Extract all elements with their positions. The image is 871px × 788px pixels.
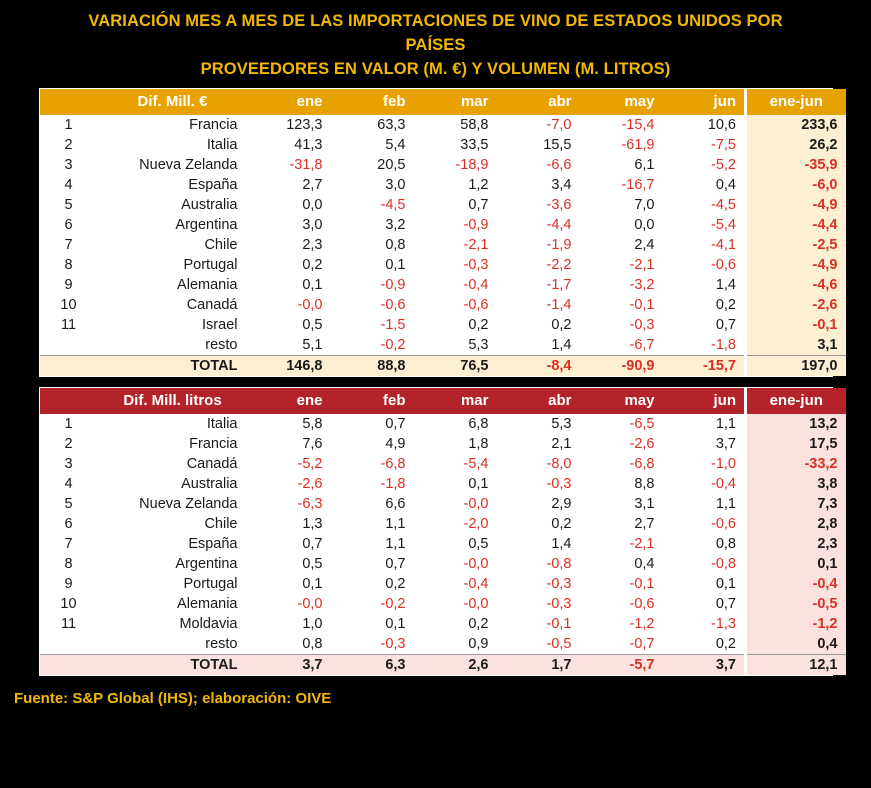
cell-ene: 5,1: [302, 336, 323, 353]
cell-may: -2,6: [629, 435, 655, 452]
cell-feb: -0,3: [380, 635, 406, 652]
volume-table-header: [40, 388, 846, 414]
cell-may: 2,4: [634, 236, 655, 253]
row-country: Italia: [206, 415, 238, 432]
table-row: [40, 275, 846, 295]
row-rank: 2: [64, 136, 73, 153]
cell-feb: -0,6: [380, 296, 406, 313]
cell-may: -16,7: [621, 176, 655, 193]
cell-ene: 3,0: [302, 216, 323, 233]
cell-feb: 63,3: [377, 116, 406, 133]
cell-ene: 3,7: [248, 654, 331, 675]
volume-table: [40, 388, 846, 675]
cell-abr: 1,7: [497, 654, 580, 675]
cell-may: -90,9: [580, 355, 663, 376]
cell-jun: 3,7: [663, 654, 746, 675]
cell-mar: -2,0: [463, 515, 489, 532]
cell-jun: -7,5: [711, 136, 736, 153]
table-row: [40, 534, 846, 554]
table-row: [40, 634, 846, 655]
cell-jun: -5,4: [711, 216, 736, 233]
row-country: España: [188, 176, 238, 193]
cell-mar: 1,2: [468, 176, 489, 193]
row-rank: [40, 355, 98, 376]
page-title-line1: VARIACIÓN MES A MES DE LAS IMPORTACIONES DE VINO DE ESTADOS UNIDOS POR PAÍSES: [88, 12, 783, 54]
cell-jun: -0,6: [711, 515, 736, 532]
row-country: Israel: [202, 316, 238, 333]
cell-mar: 0,9: [468, 635, 489, 652]
table-total-row: [40, 355, 846, 376]
table-row: [40, 295, 846, 315]
cell-jun: 0,4: [715, 176, 736, 193]
cell-total: -35,9: [746, 155, 846, 175]
col-rank: [40, 388, 98, 414]
cell-abr: -8,0: [546, 455, 572, 472]
cell-ene: -0,0: [297, 595, 323, 612]
cell-total: 3,8: [746, 474, 846, 494]
col-may: may: [580, 89, 663, 115]
cell-ene: 2,7: [302, 176, 323, 193]
cell-ene: 2,3: [302, 236, 323, 253]
cell-may: -0,3: [629, 316, 655, 333]
cell-total: -4,6: [746, 275, 846, 295]
cell-mar: -0,6: [463, 296, 489, 313]
volume-table-container: [39, 387, 838, 676]
cell-mar: 1,8: [468, 435, 489, 452]
cell-ene: 0,5: [302, 316, 323, 333]
cell-ene: 5,8: [302, 415, 323, 432]
row-country: Canadá: [186, 296, 238, 313]
row-country: Chile: [204, 515, 238, 532]
cell-total: 2,8: [746, 514, 846, 534]
row-country: Italia: [206, 136, 238, 153]
cell-mar: 76,5: [414, 355, 497, 376]
cell-total: 3,1: [746, 335, 846, 356]
cell-may: -2,1: [629, 256, 655, 273]
row-rank: 6: [64, 515, 73, 532]
cell-mar: -0,4: [463, 575, 489, 592]
row-rank: [40, 634, 98, 655]
cell-feb: 4,9: [385, 435, 406, 452]
cell-jun: 1,1: [715, 415, 736, 432]
row-rank: 11: [60, 615, 77, 632]
cell-feb: 0,1: [385, 256, 406, 273]
cell-ene: 0,0: [302, 196, 323, 213]
row-country: Francia: [189, 116, 238, 133]
cell-may: -6,7: [629, 336, 655, 353]
cell-mar: 0,5: [468, 535, 489, 552]
row-rank: 9: [64, 276, 73, 293]
cell-may: -5,7: [580, 654, 663, 675]
cell-mar: -0,0: [463, 495, 489, 512]
col-ene-jun: ene-jun: [746, 89, 846, 115]
cell-may: 8,8: [634, 475, 655, 492]
cell-total: 197,0: [746, 355, 846, 376]
cell-abr: -1,4: [546, 296, 572, 313]
col-rank: [40, 89, 98, 115]
cell-abr: -1,7: [546, 276, 572, 293]
table-row: [40, 255, 846, 275]
cell-mar: 5,3: [468, 336, 489, 353]
cell-total: -1,2: [746, 614, 846, 634]
cell-jun: -0,4: [711, 475, 736, 492]
cell-may: -6,8: [629, 455, 655, 472]
row-rank: 5: [64, 495, 73, 512]
table-row: [40, 614, 846, 634]
row-country: Alemania: [177, 276, 238, 293]
cell-total: -0,5: [746, 594, 846, 614]
table-row: [40, 215, 846, 235]
cell-total: -0,4: [746, 574, 846, 594]
cell-jun: 0,2: [715, 635, 736, 652]
cell-abr: -0,3: [546, 575, 572, 592]
cell-abr: 5,3: [551, 415, 572, 432]
row-rank: 3: [64, 455, 73, 472]
cell-jun: 0,7: [715, 595, 736, 612]
cell-abr: -0,3: [546, 475, 572, 492]
cell-ene: 7,6: [302, 435, 323, 452]
table-row: [40, 135, 846, 155]
col-mar: mar: [414, 89, 497, 115]
cell-total: 0,4: [746, 634, 846, 655]
cell-abr: 3,4: [551, 176, 572, 193]
row-rank: 9: [64, 575, 73, 592]
col-ene: ene: [248, 388, 331, 414]
cell-ene: 1,3: [302, 515, 323, 532]
cell-abr: -2,2: [546, 256, 572, 273]
cell-jun: 1,1: [715, 495, 736, 512]
cell-abr: 0,2: [551, 316, 572, 333]
cell-ene: 0,1: [302, 575, 323, 592]
table-row: [40, 594, 846, 614]
row-rank: 2: [64, 435, 73, 452]
volume-table-body: [40, 414, 846, 675]
row-rank: 4: [64, 475, 73, 492]
table-row: [40, 315, 846, 335]
cell-feb: 88,8: [331, 355, 414, 376]
row-country: resto: [205, 635, 238, 652]
cell-may: 3,1: [634, 495, 655, 512]
cell-abr: -3,6: [546, 196, 572, 213]
cell-ene: -0,0: [297, 296, 323, 313]
cell-feb: 0,1: [385, 615, 406, 632]
cell-mar: 0,7: [468, 196, 489, 213]
cell-may: -3,2: [629, 276, 655, 293]
cell-abr: -6,6: [546, 156, 572, 173]
cell-feb: 0,2: [385, 575, 406, 592]
table-total-row: [40, 654, 846, 675]
row-country: España: [188, 535, 238, 552]
cell-jun: -5,2: [711, 156, 736, 173]
col-feb: feb: [331, 89, 414, 115]
row-country: Nueva Zelanda: [139, 156, 238, 173]
cell-may: -15,4: [621, 116, 655, 133]
cell-jun: 0,2: [715, 296, 736, 313]
cell-ene: -2,6: [297, 475, 323, 492]
cell-feb: -6,8: [380, 455, 406, 472]
cell-mar: -0,4: [463, 276, 489, 293]
cell-abr: -7,0: [546, 116, 572, 133]
cell-mar: 33,5: [460, 136, 489, 153]
cell-feb: 3,0: [385, 176, 406, 193]
cell-may: -61,9: [621, 136, 655, 153]
cell-total: 12,1: [746, 654, 846, 675]
cell-abr: -1,9: [546, 236, 572, 253]
cell-abr: -8,4: [497, 355, 580, 376]
cell-ene: 41,3: [294, 136, 323, 153]
cell-jun: 0,7: [715, 316, 736, 333]
cell-mar: 0,2: [468, 316, 489, 333]
row-country: Portugal: [183, 256, 238, 273]
cell-abr: -0,5: [546, 635, 572, 652]
cell-ene: -31,8: [289, 156, 323, 173]
row-country: resto: [205, 336, 238, 353]
cell-total: 26,2: [746, 135, 846, 155]
cell-total: -2,5: [746, 235, 846, 255]
value-table-container: [39, 88, 838, 377]
row-country: Alemania: [177, 595, 238, 612]
cell-mar: -18,9: [455, 156, 489, 173]
cell-feb: -0,2: [380, 336, 406, 353]
table-row: [40, 335, 846, 356]
cell-ene: 146,8: [248, 355, 331, 376]
table-row: [40, 494, 846, 514]
cell-total: -33,2: [746, 454, 846, 474]
col-title: Dif. Mill. €: [98, 89, 248, 115]
cell-feb: 1,1: [385, 515, 406, 532]
cell-abr: -0,3: [546, 595, 572, 612]
cell-jun: -0,6: [711, 256, 736, 273]
cell-may: -6,5: [629, 415, 655, 432]
row-rank: 7: [64, 236, 73, 253]
cell-feb: 3,2: [385, 216, 406, 233]
cell-feb: 0,8: [385, 236, 406, 253]
cell-abr: -0,1: [546, 615, 572, 632]
row-country: Canadá: [186, 455, 238, 472]
cell-mar: 58,8: [460, 116, 489, 133]
row-rank: 1: [64, 415, 73, 432]
table-row: [40, 155, 846, 175]
row-country: Argentina: [175, 555, 238, 572]
row-rank: 8: [64, 256, 73, 273]
cell-jun: 0,1: [715, 575, 736, 592]
cell-ene: -6,3: [297, 495, 323, 512]
row-country: TOTAL: [98, 654, 248, 675]
cell-feb: -1,5: [380, 316, 406, 333]
row-country: Portugal: [183, 575, 238, 592]
cell-feb: -1,8: [380, 475, 406, 492]
table-row: [40, 514, 846, 534]
cell-jun: -1,0: [711, 455, 736, 472]
source-note: Fuente: S&P Global (IHS); elaboración: OIVE: [14, 689, 332, 707]
cell-may: -0,6: [629, 595, 655, 612]
col-ene: ene: [248, 89, 331, 115]
table-row: [40, 195, 846, 215]
cell-may: 0,0: [634, 216, 655, 233]
cell-jun: 1,4: [715, 276, 736, 293]
cell-abr: 1,4: [551, 336, 572, 353]
row-rank: 7: [64, 535, 73, 552]
row-country: Francia: [189, 435, 238, 452]
row-rank: 11: [60, 316, 77, 333]
cell-ene: 0,8: [302, 635, 323, 652]
cell-total: 0,1: [746, 554, 846, 574]
cell-jun: 10,6: [707, 116, 736, 133]
cell-total: -4,9: [746, 255, 846, 275]
table-row: [40, 115, 846, 135]
cell-ene: 0,5: [302, 555, 323, 572]
cell-mar: -2,1: [463, 236, 489, 253]
cell-abr: 2,1: [551, 435, 572, 452]
cell-mar: -0,9: [463, 216, 489, 233]
cell-may: 2,7: [634, 515, 655, 532]
row-rank: 4: [64, 176, 73, 193]
cell-abr: 1,4: [551, 535, 572, 552]
cell-may: -2,1: [629, 535, 655, 552]
cell-abr: 0,2: [551, 515, 572, 532]
cell-jun: 3,7: [715, 435, 736, 452]
table-row: [40, 414, 846, 434]
cell-feb: 0,7: [385, 415, 406, 432]
col-abr: abr: [497, 89, 580, 115]
cell-feb: 1,1: [385, 535, 406, 552]
cell-feb: 0,7: [385, 555, 406, 572]
cell-mar: 0,1: [468, 475, 489, 492]
cell-may: -0,1: [629, 575, 655, 592]
col-ene-jun: ene-jun: [746, 388, 846, 414]
cell-may: 0,4: [634, 555, 655, 572]
cell-total: -6,0: [746, 175, 846, 195]
page-title-line2: PROVEEDORES EN VALOR (M. €) Y VOLUMEN (M. LITROS): [200, 59, 671, 78]
cell-abr: -0,8: [546, 555, 572, 572]
row-rank: [40, 335, 98, 356]
cell-feb: 5,4: [385, 136, 406, 153]
cell-jun: 0,8: [715, 535, 736, 552]
cell-total: 13,2: [746, 414, 846, 434]
cell-mar: -0,0: [463, 595, 489, 612]
cell-feb: 6,6: [385, 495, 406, 512]
cell-total: -4,9: [746, 195, 846, 215]
col-jun: jun: [663, 89, 746, 115]
cell-total: 7,3: [746, 494, 846, 514]
row-rank: 1: [64, 116, 73, 133]
table-row: [40, 434, 846, 454]
cell-mar: 2,6: [414, 654, 497, 675]
row-country: Nueva Zelanda: [139, 495, 238, 512]
cell-jun: -1,8: [711, 336, 736, 353]
cell-jun: -4,5: [711, 196, 736, 213]
row-rank: 10: [60, 296, 77, 313]
cell-abr: 2,9: [551, 495, 572, 512]
table-row: [40, 235, 846, 255]
table-row: [40, 554, 846, 574]
row-rank: 6: [64, 216, 73, 233]
cell-mar: 6,8: [468, 415, 489, 432]
cell-feb: -0,2: [380, 595, 406, 612]
cell-total: -2,6: [746, 295, 846, 315]
row-country: Argentina: [175, 216, 238, 233]
cell-abr: 15,5: [543, 136, 572, 153]
cell-total: 233,6: [746, 115, 846, 135]
table-row: [40, 175, 846, 195]
table-row: [40, 574, 846, 594]
cell-may: -0,7: [629, 635, 655, 652]
value-table-header: [40, 89, 846, 115]
cell-may: -1,2: [629, 615, 655, 632]
col-feb: feb: [331, 388, 414, 414]
table-gap: [0, 377, 871, 387]
cell-may: 6,1: [634, 156, 655, 173]
row-country: Chile: [204, 236, 238, 253]
cell-ene: 123,3: [286, 116, 323, 133]
row-country: Australia: [181, 475, 238, 492]
cell-mar: -5,4: [463, 455, 489, 472]
cell-mar: -0,0: [463, 555, 489, 572]
cell-total: 2,3: [746, 534, 846, 554]
cell-feb: -4,5: [380, 196, 406, 213]
col-may: may: [580, 388, 663, 414]
row-country: Australia: [181, 196, 238, 213]
value-table-body: [40, 115, 846, 376]
col-jun: jun: [663, 388, 746, 414]
cell-ene: 1,0: [302, 615, 323, 632]
col-mar: mar: [414, 388, 497, 414]
row-rank: 10: [60, 595, 77, 612]
value-table: [40, 89, 846, 376]
row-rank: [40, 654, 98, 675]
cell-ene: 0,1: [302, 276, 323, 293]
cell-jun: -15,7: [663, 355, 746, 376]
cell-ene: 0,2: [302, 256, 323, 273]
cell-mar: -0,3: [463, 256, 489, 273]
row-country: Moldavia: [179, 615, 238, 632]
row-rank: 8: [64, 555, 73, 572]
col-abr: abr: [497, 388, 580, 414]
table-row: [40, 454, 846, 474]
col-title: Dif. Mill. litros: [98, 388, 248, 414]
cell-abr: -4,4: [546, 216, 572, 233]
cell-may: -0,1: [629, 296, 655, 313]
cell-may: 7,0: [634, 196, 655, 213]
cell-jun: -0,8: [711, 555, 736, 572]
cell-jun: -4,1: [711, 236, 736, 253]
cell-mar: 0,2: [468, 615, 489, 632]
row-rank: 5: [64, 196, 73, 213]
cell-feb: 20,5: [377, 156, 406, 173]
page-title: [0, 0, 871, 88]
row-rank: 3: [64, 156, 73, 173]
cell-ene: 0,7: [302, 535, 323, 552]
table-row: [40, 474, 846, 494]
cell-ene: -5,2: [297, 455, 323, 472]
cell-feb: -0,9: [380, 276, 406, 293]
cell-total: -4,4: [746, 215, 846, 235]
cell-total: -0,1: [746, 315, 846, 335]
cell-feb: 6,3: [331, 654, 414, 675]
cell-jun: -1,3: [711, 615, 736, 632]
row-country: TOTAL: [98, 355, 248, 376]
cell-total: 17,5: [746, 434, 846, 454]
